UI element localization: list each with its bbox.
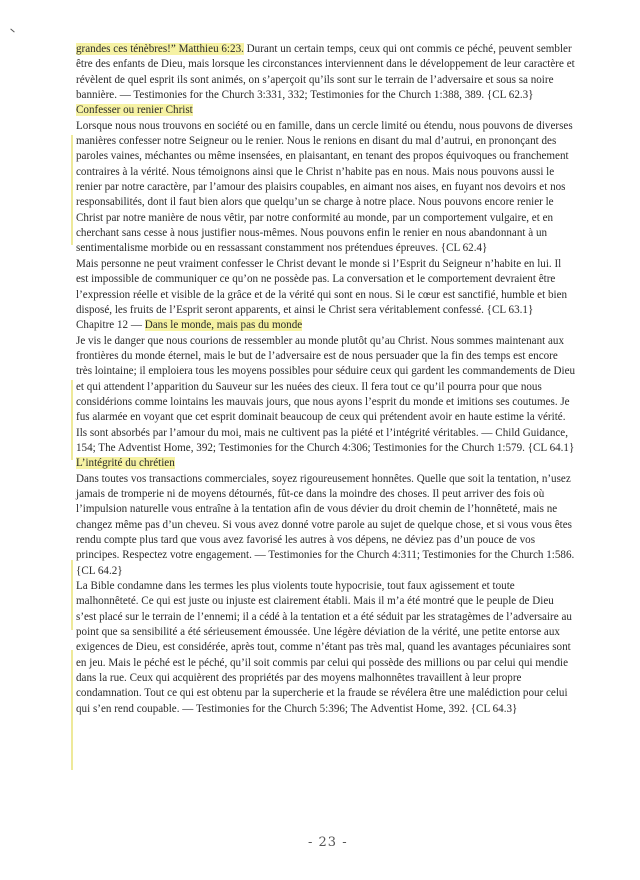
scan-mark xyxy=(10,29,14,33)
document-page xyxy=(76,42,576,717)
page-number: - 23 - xyxy=(308,835,348,850)
section-heading-integrite xyxy=(76,456,576,471)
paragraph-cl-64-2: Dans toutes vos transactions commerciales, soyez rigoureusement honnêtes. Quelle que soit la tentation, n’usez jamais de tromperie ni de moyens détournés, fût-ce dans la moindre des choses. Il peut arriver des fois où l’impulsion naturelle vous entraîne à la tentation afin de vous dévier du droit chemin de l’honnêteté, mais ne changez même pas d’un cheveu. Si vous avez donné votre parole au sujet de quelque chose, et si vous vous êtes rendu compte plus tard que vous avez favorisé les autres à vos dépens, ne déviez pas d’un pouce de vos principes. Respectez votre engagement. — Testimonies for the Church 4:311; Testimonies for the Church 1:586. {CL 64.2} xyxy=(76,472,575,577)
paragraph-cl-63-1: Mais personne ne peut vraiment confesser le Christ devant le monde si l’Esprit du Seigneur n’habite en lui. Il est impossible de communiquer ce qu’on ne possède pas. La conversation et le comportement devraient être l’expression réelle et visible de la grâce et de la vérité qui sont en nous. Si le cœur est sanctifié, humble et bien disposé, les fruits de l’Esprit seront apparents, et ainsi le Christ sera véritablement confessé. {CL 63.1} xyxy=(76,257,568,316)
paragraph-cl-62-4: Lorsque nous nous trouvons en société ou en famille, dans un cercle limité ou étendu, nous pouvons de diverses manières confesser notre Seigneur ou le renier. Nous le renions en disant du mal d’autrui, en prononçant des paroles vaines, méchantes ou même insensées, en plaisantant, en tenant des propos équivoques ou franchement contraires à la vérité. Nous témoignons ainsi que le Christ n’habite pas en nous. Mais nous pouvons aussi le renier par notre caractère, par l’amour des plaisirs coupables, en aimant nos aises, en fuyant nos devoirs et nos responsabilités, dont il faut bien alors que quelqu’un se charge à notre place. Nous pouvons encore renier le Christ par notre manière de nous vêtir, par notre conformité au monde, par un comportement vulgaire, et en cherchant sans cesse à nous justifier nous-mêmes. Nous pouvons enfin le renier en nous abandonnant à un sentimentalisme morbide ou en ressassant constamment nos prétendues épreuves. {CL 62.4} xyxy=(76,119,573,255)
heading-highlight: L’intégrité du chrétien xyxy=(76,457,175,470)
heading-highlight: Confesser ou renier Christ xyxy=(76,104,193,117)
margin-stroke xyxy=(71,560,73,630)
chapter-prefix: Chapitre 12 — xyxy=(76,319,145,332)
paragraph-cl-62-3 xyxy=(76,42,576,103)
section-heading-confesser xyxy=(76,103,576,118)
chapter-title: Dans le monde, mais pas du monde xyxy=(144,319,303,332)
margin-stroke xyxy=(71,650,73,770)
chapter-heading xyxy=(76,318,576,333)
paragraph-cl-64-3: La Bible condamne dans les termes les plus violents toute hypocrisie, tout faux agissement et toute malhonnêteté. Ce qui est juste ou injuste est clairement établi. Mais il m’a été montré que le peuple de Dieu s’est placé sur le terrain de l’ennemi; il a cédé à la tentation et a été séduit par les stratagèmes de l’adversaire au point que sa sensibilité a été sérieusement émoussée. Une légère déviation de la vérité, une petite entorse aux exigences de Dieu, est considérée, après tout, comme n’étant pas très mal, quand les avantages pécuniaires sont en jeu. Mais le péché est le péché, qu’il soit commis par celui qui possède des millions ou par celui qui mendie dans la rue. Ceux qui acquièrent des propriétés par des moyens malhonnêtes travaillent à leur propre condamnation. Tout ce qui est obtenu par la supercherie et la fraude se révélera être une malédiction pour celui qui s’en rend coupable. — Testimonies for the Church 5:396; The Adventist Home, 392. {CL 64.3} xyxy=(76,580,572,715)
margin-stroke xyxy=(71,380,73,460)
paragraph-cl-64-1: Je vis le danger que nous courions de ressembler au monde plutôt qu’au Christ. Nous sommes maintenant aux frontières du monde éternel, mais le but de l’adversaire est de nous persuader que la fin des temps est encore très lointaine; il emploiera tous les moyens possibles pour séduire ceux qui gardent les commandements de Dieu et qui attendent l’apparition du Sauveur sur les nuées des cieux. Il fera tout ce qu’il pourra pour que nous considérions comme lointains les mauvais jours, que nous ayons l’esprit du monde et imitions ses coutumes. Je fus alarmée en voyant que cet esprit dominait beaucoup de ceux qui prétendent avoir en haute estime la vérité. Ils sont absorbés par l’amour du moi, mais ne cultivent pas la piété et l’intégrité véritables. — Child Guidance, 154; The Adventist Home, 392; Testimonies for the Church 4:306; Testimonies for the Church 1:579. {CL 64.1} xyxy=(76,334,576,454)
paragraph-text: Durant un certain temps, ceux qui ont commis ce péché, peuvent sembler être des enfants de Dieu, mais lorsque les circonstances interviennent dans le développement de leur caractère et révèlent de quel esprit ils sont animés, on s’aperçoit qu’ils sont sur le terrain de l’adversaire et sous sa noire bannière. — Testimonies for the Church 3:331, 332; Testimonies for the Church 1:388, 389. {CL 62.3} xyxy=(76,43,575,102)
highlighted-quote: grandes ces ténèbres!” Matthieu 6:23. xyxy=(76,43,244,55)
margin-stroke xyxy=(71,135,73,245)
